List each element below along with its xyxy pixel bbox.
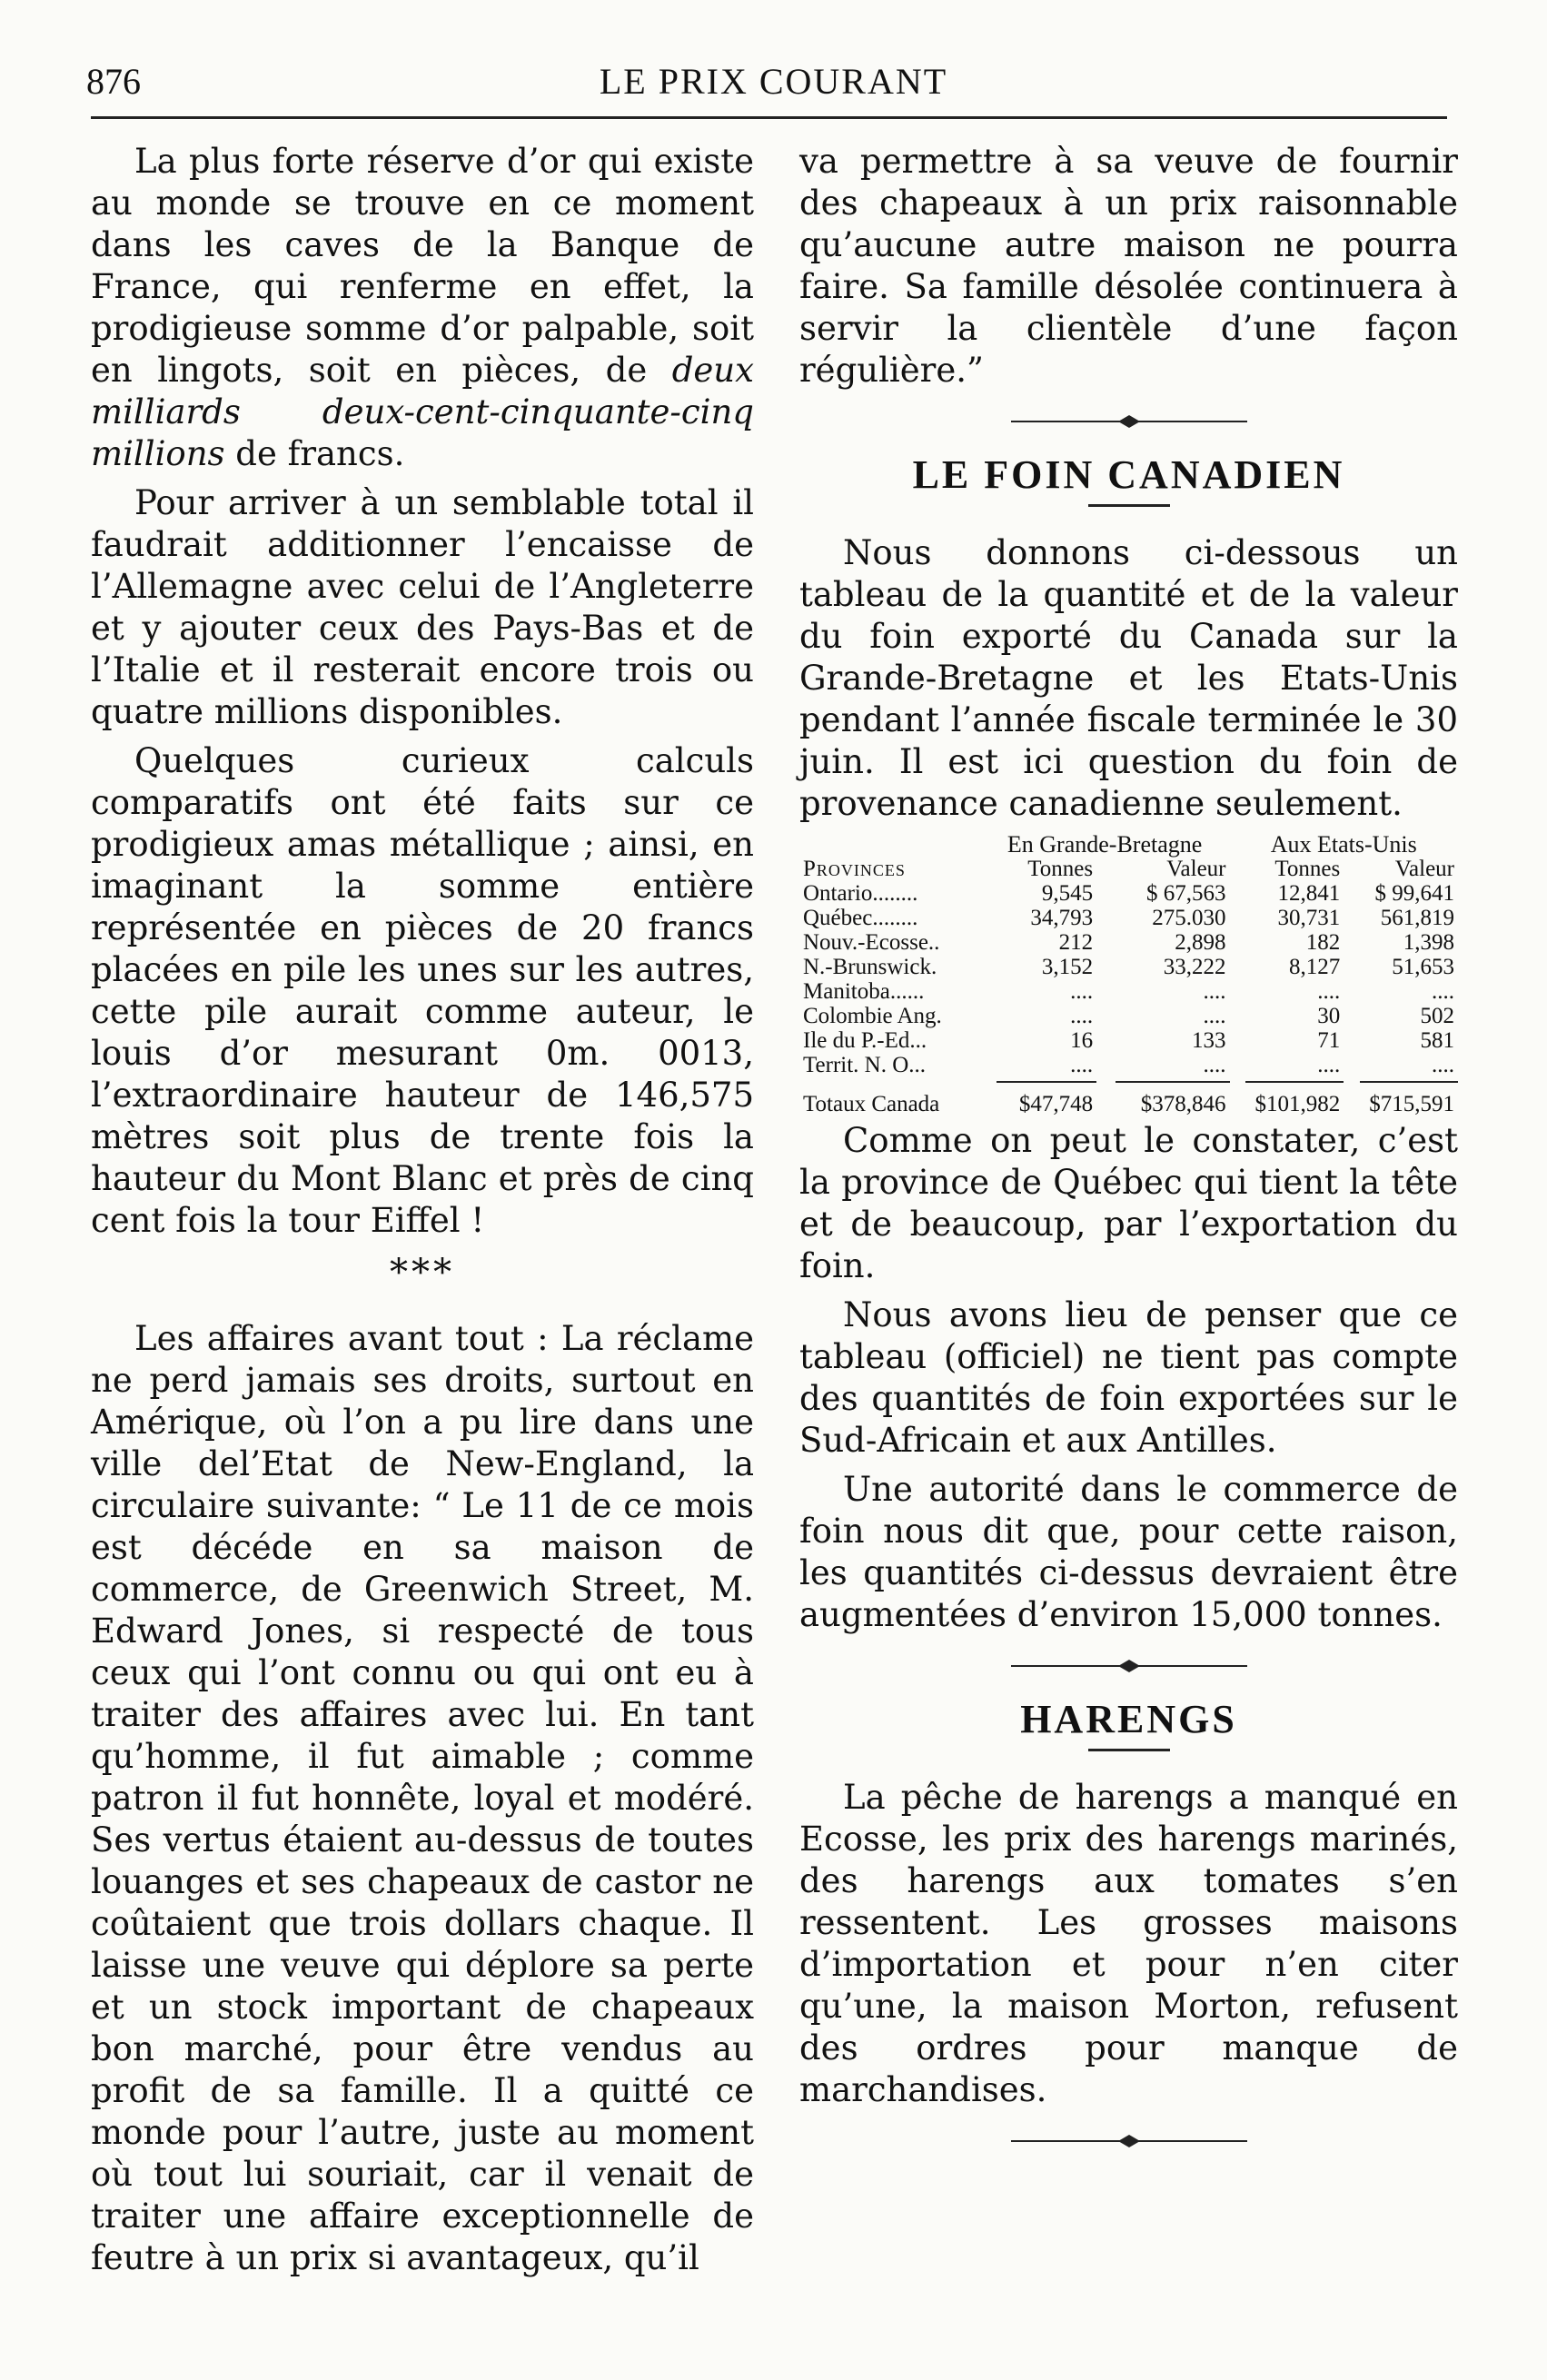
advertising-paragraph: Les affaires avant tout : La réclame ne perd jamais ses droits, surtout en Amérique, où l’on a pu lire dans une ville del’Etat de New-England, la circulaire suivante: “ Le 11 de ce mois est décéde en sa maison de commerce, de Greenwich Street, M. Edward Jones, si respecté de tous ceux qui l’ont connu ou qui ont eu à traiter des affaires avec lui. En tant qu’homme, il fut aimable ; comme patron il fut honnête, loyal et modéré. Ses vertus étaient au-dessus de toutes louanges et ses chapeaux de castor ne coûtaient que trois dollars chaque. Il laisse une veuve qui déplore sa perte et un stock important de chapeaux bon marché, pour être vendus au profit de sa famille. Il a quitté ce monde pour l’autre, juste au moment où tout lui souriait, car il venait de traiter une affaire exceptionnelle de feutre à un prix si avantageux, qu’il: [91, 1319, 754, 2277]
cell-tonnes: 71: [1317, 1028, 1341, 1053]
cell-total: $101,982: [1254, 1092, 1341, 1116]
cell-valeur: 502: [1420, 1004, 1454, 1028]
harengs-paragraph: La pêche de harengs a manqué en Ecosse, les prix des harengs marinés, des harengs aux tomates s’en ressentent. Les grosses maisons d’importation et pour n’en citer qu’une, la maison Morton, refusent des ordres pour manque de marchandises.: [799, 1778, 1458, 2109]
cell-tonnes: 34,793: [1030, 906, 1094, 930]
cell-valeur: 581: [1420, 1028, 1454, 1053]
header-rule: [91, 116, 1447, 119]
gold-reserve-paragraph: [91, 141, 754, 475]
cell-province: Ile du P.-Ed...: [803, 1028, 927, 1053]
cell-tonnes: 8,127: [1288, 955, 1341, 979]
cell-tonnes: ....: [1317, 979, 1341, 1004]
cell-tonnes: ....: [1070, 1004, 1094, 1028]
cell-valeur: ....: [1203, 1053, 1226, 1077]
cell-tonnes: 12,841: [1277, 881, 1341, 906]
table-row: [799, 1053, 1458, 1077]
empty-cell: [799, 832, 980, 857]
title-rule: [1088, 1749, 1170, 1751]
cell-total-label: Totaux Canada: [803, 1092, 940, 1116]
cell-valeur: 33,222: [1163, 955, 1226, 979]
total-rule: [1344, 1077, 1458, 1086]
total-rule: [980, 1077, 1096, 1086]
table-row: [799, 979, 1458, 1004]
table-group-header: [799, 832, 1458, 857]
cell-province: Manitoba......: [803, 979, 925, 1004]
total-rule-row: [799, 1077, 1458, 1086]
text-run: La plus forte réserve d’or qui existe au monde se trouve en ce moment dans les caves de la Banque de France, qui renferme en effet, la prodigieuse somme d’or palpable, soit en lingots, soit en pièces, de: [91, 142, 754, 390]
foin-official-paragraph: Nous avons lieu de penser que ce tableau (officiel) ne tient pas compte des quantités de foin exportées sur le Sud-Africain et aux Antilles.: [799, 1295, 1458, 1460]
cell-tonnes: ....: [1070, 1053, 1094, 1077]
foin-intro-paragraph: Nous donnons ci-dessous un tableau de la quantité et de la valeur du foin exporté du Canada sur la Grande-Bretagne et les Etats-Unis pendant l’année fiscale terminée le 30 juin. Il est ici question du foin de provenance canadienne seulement.: [799, 533, 1458, 823]
col-tonnes: Tonnes: [1274, 857, 1341, 881]
continuation-paragraph: va permettre à sa veuve de fournir des chapeaux à un prix raisonnable qu’aucune autre maison ne pourra faire. Sa famille désolée continuera à servir la clientèle d’une façon régulière.”: [799, 142, 1458, 390]
text-run: de francs.: [224, 434, 405, 473]
asterism-divider: ***: [390, 1252, 455, 1294]
cell-tonnes: 30,731: [1277, 906, 1341, 930]
cell-valeur: ....: [1203, 979, 1226, 1004]
cell-valeur: $ 67,563: [1146, 881, 1226, 906]
section-title-harengs: HARENGS: [1020, 1697, 1237, 1741]
foin-authority-paragraph: Une autorité dans le commerce de foin nous dit que, pour cette raison, les quantités ci-dessus devraient être augmentées d’environ 15,000 tonnes.: [799, 1470, 1458, 1634]
cell-tonnes: 3,152: [1041, 955, 1094, 979]
cell-tonnes: ....: [1317, 1053, 1341, 1077]
cell-tonnes: 212: [1058, 930, 1094, 955]
col-valeur: Valeur: [1394, 857, 1454, 881]
cell-tonnes: 16: [1070, 1028, 1094, 1053]
hay-export-table: [799, 832, 1458, 1116]
total-rule: [1096, 1077, 1229, 1086]
cell-tonnes: ....: [1070, 979, 1094, 1004]
ornament-divider: [1011, 2131, 1247, 2151]
cell-total: $378,846: [1140, 1092, 1226, 1116]
table-total-row: [799, 1086, 1458, 1116]
running-title: LE PRIX COURANT: [599, 61, 948, 102]
ornament-divider: [1011, 1656, 1247, 1676]
table-column-header: [799, 857, 1458, 881]
cell-valeur: 561,819: [1380, 906, 1454, 930]
col-provinces: Provinces: [803, 857, 906, 881]
col-tonnes: Tonnes: [1027, 857, 1094, 881]
ornament-divider: [1011, 412, 1247, 431]
cell-valeur: 51,653: [1392, 955, 1454, 979]
page-header: [86, 55, 1461, 109]
table-row: [799, 906, 1458, 930]
total-rule: [1230, 1077, 1344, 1086]
cell-valeur: ....: [1203, 1004, 1226, 1028]
cell-total: $715,591: [1369, 1092, 1454, 1116]
empty-cell: [799, 1077, 980, 1086]
table-row: [799, 881, 1458, 906]
cell-valeur: 2,898: [1175, 930, 1226, 955]
cell-province: Ontario........: [803, 881, 918, 906]
cell-tonnes: 9,545: [1041, 881, 1094, 906]
cell-valeur: 133: [1192, 1028, 1226, 1053]
section-title-foin: LE FOIN CANADIEN: [912, 452, 1345, 497]
comparison-paragraph: Pour arriver à un semblable total il faudrait additionner l’encaisse de l’Allemagne avec celui de l’Angleterre et y ajouter ceux des Pays-Bas et de l’Italie et il resterait encore trois ou quatre millions disponibles.: [91, 483, 754, 731]
title-rule: [1088, 504, 1170, 507]
left-column: [91, 141, 754, 2325]
page-number: 876: [86, 61, 141, 102]
table-row: [799, 930, 1458, 955]
cell-valeur: ....: [1432, 1053, 1454, 1077]
right-column: [799, 141, 1458, 2325]
calculation-paragraph: Quelques curieux calculs comparatifs ont été faits sur ce prodigieux amas métallique ; ainsi, en imaginant la somme entière représentée en pièces de 20 francs placées en pile les unes sur les autres, cette pile aurait comme auteur, le louis d’or mesurant 0m. 0013, l’extraordinaire hauteur de 146,575 mètres soit plus de trente fois la hauteur du Mont Blanc et près de cinq cent fois la tour Eiffel !: [91, 741, 754, 1240]
cell-tonnes: 182: [1305, 930, 1341, 955]
group-us: Aux Etats-Unis: [1270, 831, 1417, 858]
cell-province: Québec........: [803, 906, 918, 930]
cell-province: Nouv.-Ecosse..: [803, 930, 940, 955]
cell-valeur: $ 99,641: [1374, 881, 1454, 906]
italic-amount: deux milliards deux-cent-cinquante-cinq millions: [91, 351, 754, 473]
cell-province: Territ. N. O...: [803, 1053, 927, 1077]
cell-valeur: ....: [1432, 979, 1454, 1004]
cell-total: $47,748: [1018, 1092, 1094, 1116]
foin-conclusion-paragraph: Comme on peut le constater, c’est la province de Québec qui tient la tête et de beaucoup, par l’exportation du foin.: [799, 1121, 1458, 1285]
table-row: [799, 955, 1458, 979]
group-gb: En Grande-Bretagne: [1007, 831, 1203, 858]
col-valeur: Valeur: [1166, 857, 1226, 881]
cell-valeur: 275.030: [1152, 906, 1226, 930]
cell-province: Colombie Ang.: [803, 1004, 942, 1028]
cell-province: N.-Brunswick.: [803, 955, 937, 979]
cell-tonnes: 30: [1317, 1004, 1341, 1028]
table-row: [799, 1028, 1458, 1053]
table-row: [799, 1004, 1458, 1028]
cell-valeur: 1,398: [1403, 930, 1454, 955]
